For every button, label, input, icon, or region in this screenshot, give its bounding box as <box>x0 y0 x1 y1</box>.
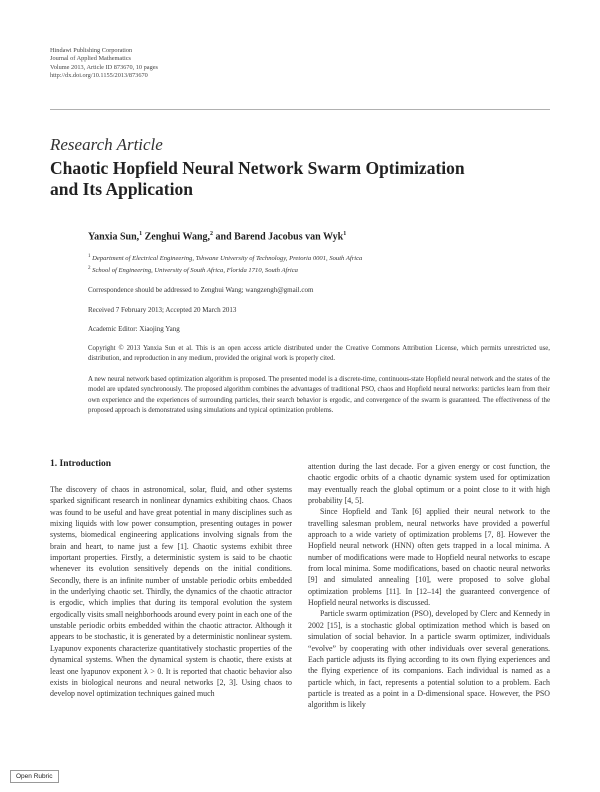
affiliation-2 <box>88 266 298 274</box>
paper-title <box>50 158 550 200</box>
affiliation-text: School of Engineering, University of South Africa, Florida 1710, South Africa <box>90 267 298 275</box>
affiliation-number: 2 <box>88 266 91 271</box>
paragraph: Particle swarm optimization (PSO), developed by Clerc and Kennedy in 2002 [15], is a stochastic global optimization method which is based on simulation of social behavior. In a particle swarm optimizer, individuals “evolve” by cooperating with other individuals over several generations. Each particle adjusts its flying according to its own flying experiences and the flying experience of its companions. Each individual is named as a particle which, in fact, represents a potential solution to a problem. Each particle is treated as a point in a D-dimensional space. However, the PSO algorithm is likely <box>308 609 550 710</box>
volume-info: Volume 2013, Article ID 873670, 10 pages <box>50 63 158 71</box>
paragraph: The discovery of chaos in astronomical, solar, fluid, and other systems sparked significant research in nonlinear dynamics exhibiting chaos. Chaos was found to be useful and have great potential in many disciplines such as mixing liquids with low power consumption, presenting outages in power systems, biomedical engineering applications involving signals from the brain and heart, to name just a few [1]. Chaotic systems exhibit three important properties. Firstly, a deterministic system is said to be chaotic whenever its evolution sensitively depends on the initial conditions. Secondly, there is an infinite number of unstable periodic orbits embedded in the underlying chaotic set. Thirdly, the dynamics of the chaotic attractor is ergodic, which implies that during its temporal evolution the system ergodically visits small neighborhoods around every point in each one of the unstable periodic orbits embedded within the chaotic attractor. Although it appears to be stochastic, it is generated by a deterministic nonlinear system. Lyapunov exponents characterize quantitatively stochastic properties of the dynamical systems. When the dynamical system is chaotic, there exists at least one lyapunov exponent λ > 0. It is reported that chaotic behavior also exists in biological neurons and neural networks [2, 3]. Using chaos to develop novel optimization techniques gained much <box>50 485 292 699</box>
doi-link[interactable]: http://dx.doi.org/10.1155/2013/873670 <box>50 71 148 79</box>
author-list <box>88 231 346 242</box>
affiliation-mark: 2 <box>210 231 214 237</box>
affiliation-number: 1 <box>88 254 91 259</box>
correspondence: Correspondence should be addressed to Zenghui Wang; wangzengh@gmail.com <box>88 286 314 294</box>
journal-info <box>50 47 158 80</box>
affiliation-mark: 1 <box>139 231 143 237</box>
abstract: A new neural network based optimization algorithm is proposed. The presented model is a discrete-time, continuous-state Hopfield neural network and the states of the model are updated synchronously. The proposed algorithm combines the advantages of traditional PSO, chaos and Hopfield neural networks: particles learn from their own experience and the experiences of surrounding particles, their search behavior is ergodic, and convergence of the swarm is guaranteed. The effectiveness of the proposed approach is demonstrated using simulations and typical optimization problems. <box>88 376 550 415</box>
author-name: and Barend Jacobus van Wyk <box>213 231 344 243</box>
received-dates: Received 7 February 2013; Accepted 20 March 2013 <box>88 306 237 314</box>
section-heading: 1. Introduction <box>50 459 112 469</box>
journal-name: Journal of Applied Mathematics <box>50 55 131 63</box>
title-line-1: Chaotic Hopfield Neural Network Swarm Optimization <box>50 158 465 178</box>
paragraph: Since Hopfield and Tank [6] applied their neural network to the travelling salesman problem, neural networks have provided a powerful approach to a wide variety of optimization problems [7, 8]. However the Hopfield neural network (HNN) often gets trapped in a local minima. A number of modifications were made to Hopfield neural networks to escape from local minima. Some modifications, based on chaotic neural networks [9] and simulated annealing [10], were proposed to solve global optimization problems [11]. In [12–14] the guaranteed convergence of Hopfield neural networks is discussed. <box>308 507 550 608</box>
affiliation-1 <box>88 254 362 262</box>
academic-editor: Academic Editor: Xiaojing Yang <box>88 325 180 333</box>
author-name: Yanxia Sun, <box>88 231 140 243</box>
author-name: Zenghui Wang, <box>142 231 211 243</box>
left-column <box>50 484 292 700</box>
right-column <box>308 461 550 711</box>
affiliation-mark: 1 <box>343 231 347 237</box>
publisher-name: Hindawi Publishing Corporation <box>50 47 133 54</box>
header-divider <box>50 109 550 110</box>
article-type: Research Article <box>50 135 163 154</box>
paragraph: attention during the last decade. For a given energy or cost function, the chaotic ergodic orbits of a chaotic dynamic system used for optimization may eventually reach the global optimum or a point close to it with high probability [4, 5]. <box>308 462 550 506</box>
title-line-2: and Its Application <box>50 179 193 199</box>
affiliation-text: Department of Electrical Engineering, Tshwane University of Technology, Pretoria 0001, South Africa <box>90 255 363 263</box>
open-rubric-badge[interactable]: Open Rubric <box>10 770 59 783</box>
copyright-notice: Copyright © 2013 Yanxia Sun et al. This is an open access article distributed under the Creative Commons Attribution License, which permits unrestricted use, distribution, and reproduction in any medium, provided the original work is properly cited. <box>88 345 550 362</box>
